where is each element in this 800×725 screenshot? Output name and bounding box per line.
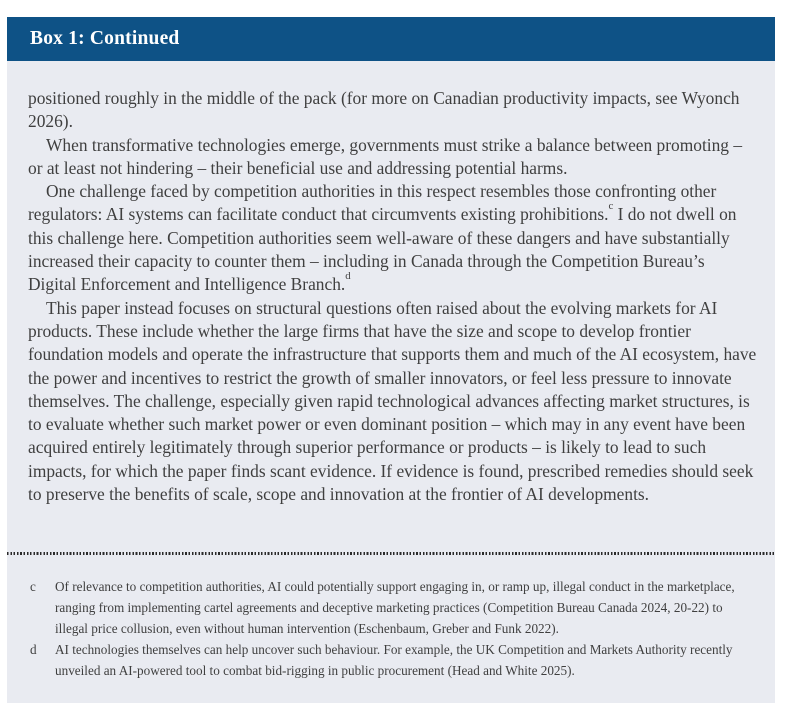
footnote-marker: d — [30, 641, 37, 657]
box-title: Box 1: Continued — [30, 28, 180, 49]
footnotes — [30, 576, 745, 681]
paragraph: When transformative technologies emerge, governments must strike a balance between promoting – or at least not hindering – their beneficial use and addressing potential harms. — [28, 134, 743, 178]
box-1-continued — [7, 17, 775, 703]
box-body — [7, 61, 775, 703]
footnote-text: AI technologies themselves can help uncover such behaviour. For example, the UK Competition and Markets Authority recently unveiled an AI-powered tool to combat bid-rigging in public procurement (Head and White 2025). — [55, 641, 733, 678]
paragraph: This paper instead focuses on structural questions often raised about the evolving markets for AI products. These include whether the large firms that have the size and scope to develop frontier foundation models and operate the infrastructure that supports them and much of the AI ecosystem, have the power and incentives to restrict the growth of smaller innovators, or feel less pressure to innovate themselves. The challenge, especially given rapid technological advances affecting market structures, is to evaluate whether such market power or even dominant position – which may in any event have been acquired entirely legitimately through superior performance or products – is likely to lead to such impacts, for which the paper finds scant evidence. If evidence is found, prescribed remedies should seek to preserve the benefits of scale, scope and innovation at the frontier of AI developments. — [28, 297, 757, 505]
footnote-ref-c: c — [608, 199, 614, 212]
footnote-c — [30, 576, 745, 639]
footnote-text: Of relevance to competition authorities, AI could potentially support engaging in, or ramp up, illegal conduct in the marketplace, ranging from implementing cartel agreements and deceptive marketing practices (Competition Bureau Canada 2024, 20-22) to illegal price collusion, even without human intervention (Eschenbaum, Greber and Funk 2022). — [55, 578, 735, 636]
paragraph: One challenge faced by competition authorities in this respect resembles those confronting other regulators: AI systems can facilitate conduct that circumvents existing prohibitions.$^c$ I do not dwell on this challenge here. Competition authorities seem well-aware of these dangers and have substantially increased their capacity to counter them – including in Canada through the Competition Bureau’s Digital Enforcement and Intelligence Branch.$^d$ — [28, 181, 737, 295]
box-header — [7, 17, 775, 61]
paragraph: positioned roughly in the middle of the pack (for more on Canadian productivity impacts, see Wyonch 2026). — [28, 88, 740, 132]
body-paragraphs — [28, 87, 757, 506]
footnote-separator — [7, 552, 775, 555]
footnote-marker: c — [30, 578, 36, 594]
footnote-d — [30, 639, 745, 681]
footnote-ref-d: d — [345, 269, 351, 282]
